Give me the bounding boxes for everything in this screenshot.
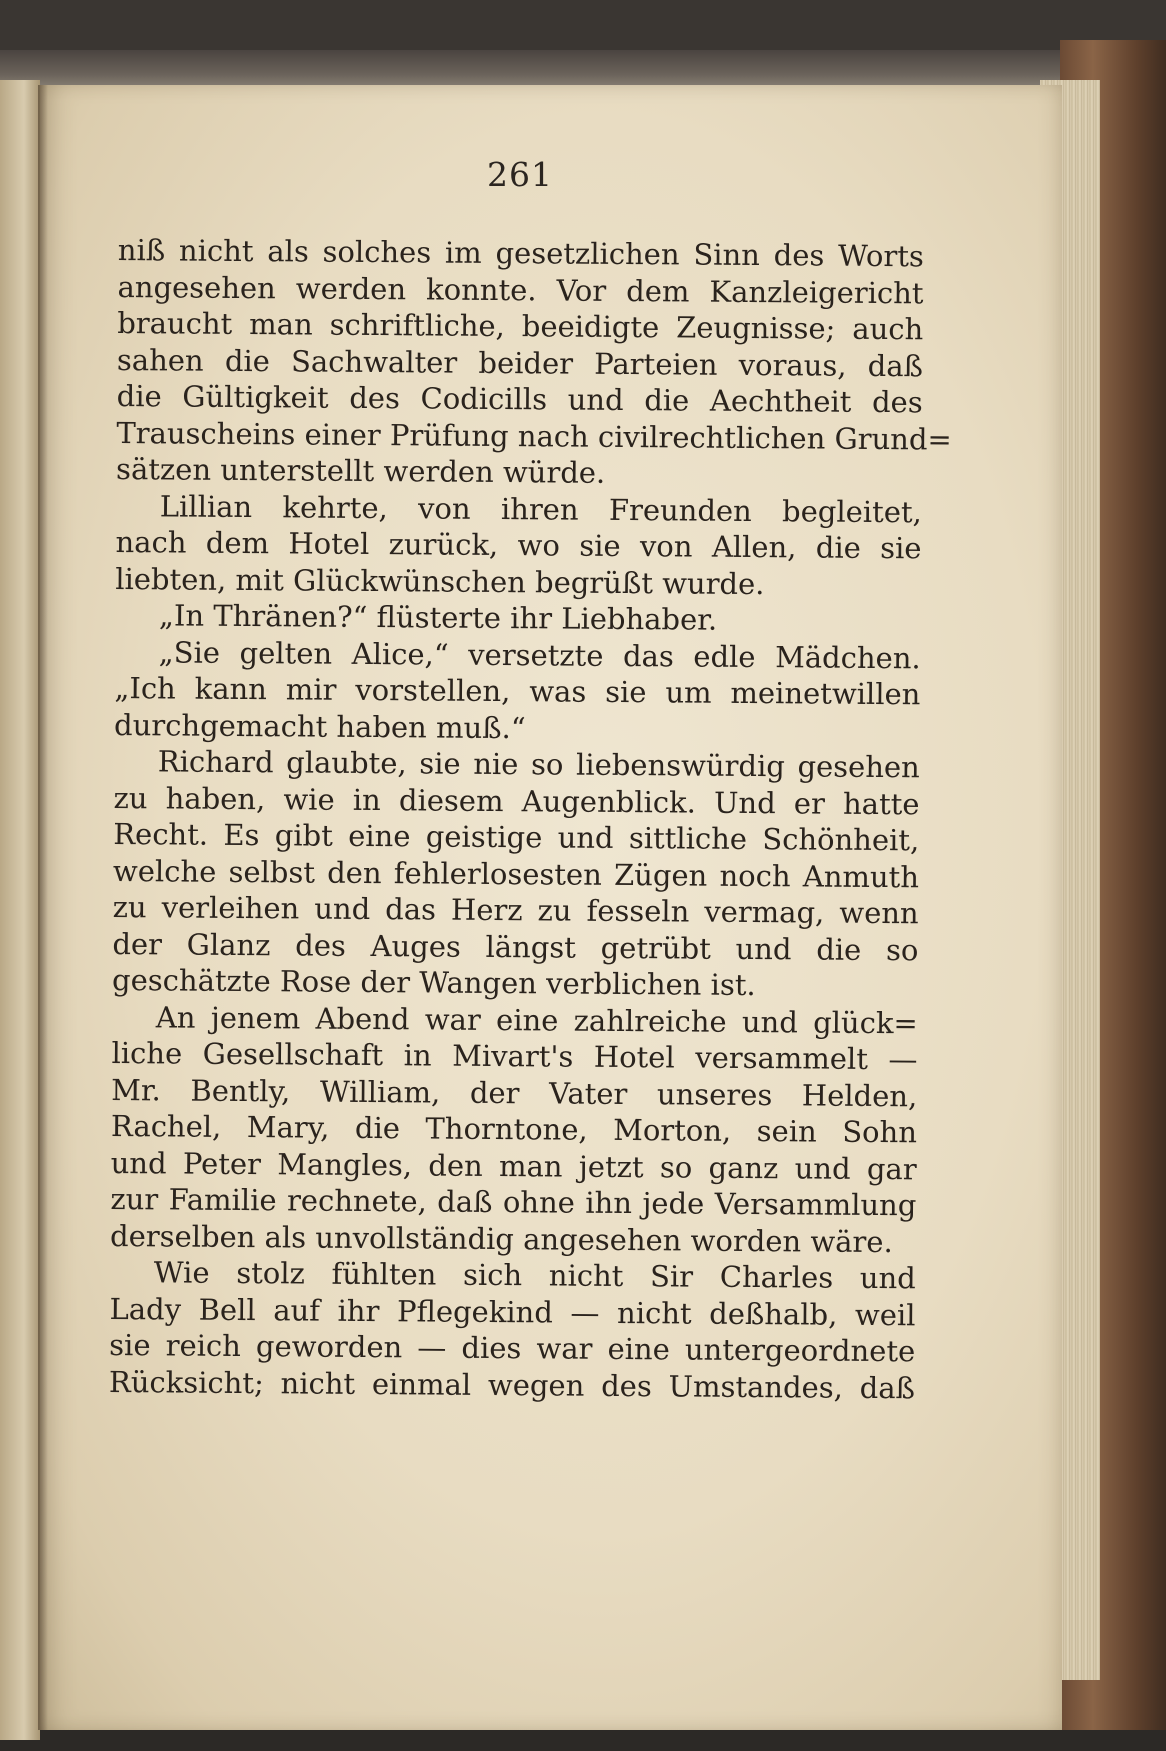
text-line: braucht man schriftliche, beeidigte Zeugnisse; auch (117, 305, 924, 347)
text-line: Richard glaubte, sie nie so liebenswürdig gesehen (157, 744, 920, 785)
text-line: Recht. Es gibt eine geistige und sittliche Schönheit, (113, 816, 920, 858)
text-line: „Ich kann mir vorstellen, was sie um meinetwillen (114, 670, 921, 712)
text-line: „In Thränen?“ flüsterte ihr Liebhaber. (158, 598, 718, 637)
text-line: liche Gesellschaft in Mivart's Hotel versammelt — (111, 1035, 918, 1077)
text-line: die Gültigkeit des Codicills und die Aechtheit des (116, 378, 923, 420)
text-line: sahen die Sachwalter beider Parteien voraus, daß (116, 342, 924, 383)
text-line: Rücksicht; nicht einmal wegen des Umstandes, daß (108, 1364, 916, 1405)
text-line: Rachel, Mary, die Thorntone, Morton, sein Sohn (110, 1108, 918, 1150)
text-line: geschätzte Rose der Wangen verblichen ist. (111, 962, 756, 1003)
text-line: zur Familie rechnete, daß ohne ihn jede Versammlung (110, 1181, 917, 1223)
gutter-shadow (38, 85, 48, 1730)
book-cover-top-edge (0, 50, 1166, 90)
text-line: der Glanz des Auges längst getrübt und die so (112, 926, 919, 967)
text-line: Mr. Bently, William, der Vater unseres Helden, (111, 1072, 918, 1113)
text-line: durchgemacht haben muß.“ (113, 707, 526, 745)
text-line: angesehen werden konnte. Vor dem Kanzleigericht (117, 269, 924, 310)
text-line: zu verleihen und das Herz zu fesseln vermag, wenn (112, 889, 919, 931)
text-line: sie reich geworden — dies war eine untergeordnete (109, 1327, 916, 1369)
page-number: 261 (487, 155, 553, 194)
text-line: sätzen unterstellt werden würde. (116, 451, 606, 490)
text-line: Trauscheins einer Prüfung nach civilrechtlichen Grund= (116, 415, 952, 457)
text-line: Wie stolz fühlten sich nicht Sir Charles und (153, 1255, 916, 1296)
text-line: Lillian kehrte, von ihren Freunden begleitet, (159, 488, 922, 529)
text-line: welche selbst den fehlerlosesten Zügen noch Anmuth (112, 853, 920, 894)
text-line: An jenem Abend war eine zahlreiche und glück= (155, 999, 918, 1040)
text-line: niß nicht als solches im gesetzlichen Sinn des Worts (117, 232, 924, 274)
facing-page-edge (0, 80, 40, 1740)
text-line: „Sie gelten Alice,“ versetzte das edle Mädchen. (158, 634, 921, 675)
text-line: nach dem Hotel zurück, wo sie von Allen, die sie (115, 524, 922, 566)
text-line: zu haben, wie in diesem Augenblick. Und er hatte (113, 780, 920, 821)
text-line: derselben als unvollständig angesehen worden wäre. (109, 1218, 893, 1259)
text-line: und Peter Mangles, den man jetzt so ganz und gar (110, 1145, 917, 1186)
text-line: Lady Bell auf ihr Pflegekind — nicht deßhalb, weil (109, 1291, 916, 1332)
text-line: liebten, mit Glückwünschen begrüßt wurde. (115, 561, 765, 601)
body-text (108, 232, 952, 1406)
